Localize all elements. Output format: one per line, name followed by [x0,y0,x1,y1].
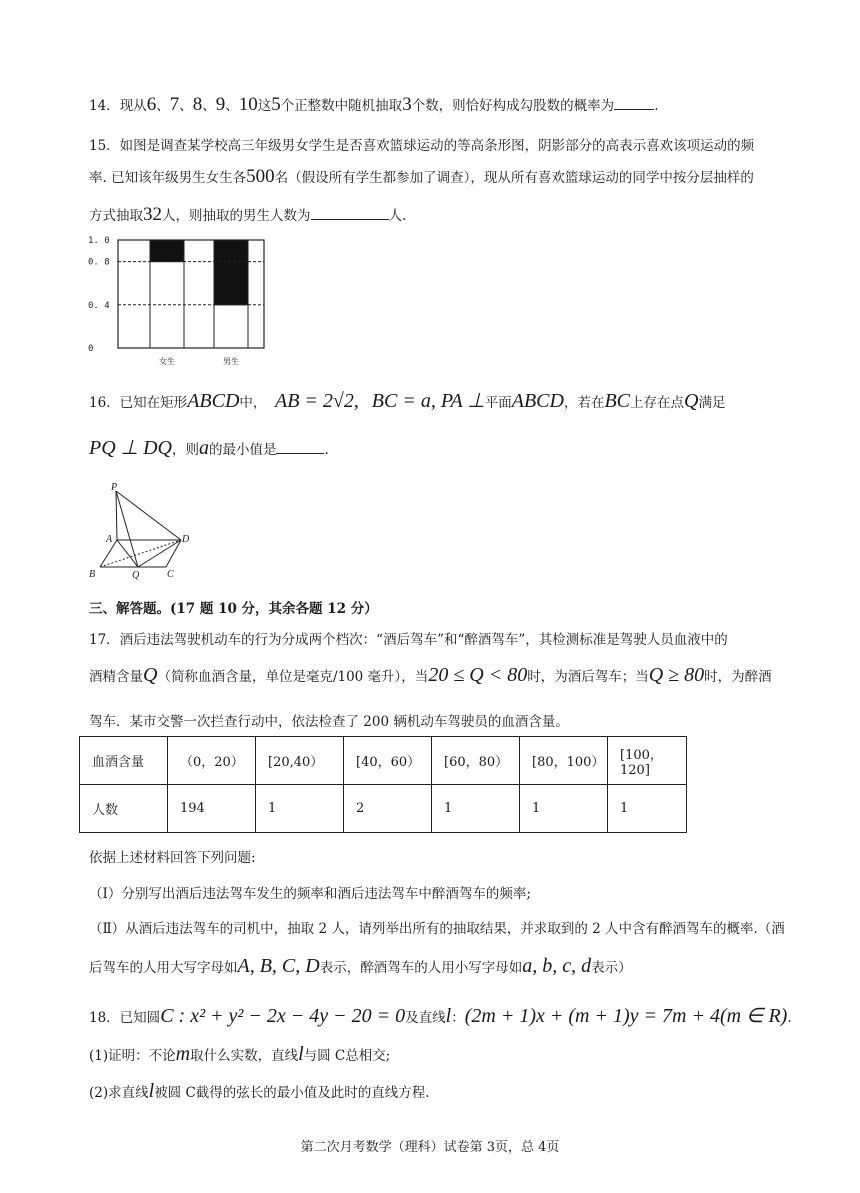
question-15-line3: 方式抽取32人，则抽取的男生人数为 人. [89,204,407,225]
table-cell: （0，20） [168,737,256,785]
answer-blank[interactable] [614,109,654,110]
table-cell: [60，80） [432,737,520,785]
question-17-part2-cont: 后驾车的人用大写字母如A, B, C, D表示，醉酒驾车的人用小写字母如a, b, c, d表示） [89,955,632,977]
stacked-bar-chart [86,232,266,367]
label-D: D [182,534,190,545]
segment-PD [116,491,181,540]
q14-number: 14． [89,98,120,114]
label-A: A [106,534,113,545]
table-cell: [20,40） [256,737,344,785]
label-Q: Q [132,570,140,580]
segment-BD [100,540,181,567]
question-15-line1: 15．如图是调查某学校高三年级男女学生是否喜欢篮球运动的等高条形图，阴影部分的高表示喜欢该项运动的频 [89,138,755,154]
answer-blank[interactable] [311,219,389,220]
table-cell: 血酒含量 [80,737,168,785]
table-cell: [80，100） [520,737,608,785]
table-cell: [40，60） [344,737,432,785]
table-cell: 2 [344,785,432,833]
table-cell: 1 [432,785,520,833]
table-row [80,737,687,785]
question-17-line2: 酒精含量Q（简称血酒含量，单位是毫克/100 毫升），当20 ≤ Q < 80时，为酒后驾车；当Q ≥ 80时，为醉酒 [89,664,772,686]
segment-AQ [117,540,138,567]
page-footer: 第二次月考数学（理科）试卷第 3页，总 4页 [300,1140,560,1155]
x-tick-label: 男生 [223,357,239,366]
y-tick-label: 0. 4 [88,300,110,311]
label-B: B [89,569,96,580]
question-18-line1: 18．已知圆C : x² + y² − 2x − 4y − 20 = 0及直线l：(2m + 1)x + (m + 1)y = 7m + 4(m ∈ R). [89,1005,792,1027]
label-C: C [167,569,174,580]
question-17-after-table: 依据上述材料回答下列问题: [89,850,256,866]
table-cell: 1 [608,785,687,833]
bar-shaded [150,240,184,262]
table-cell: [100，120] [608,737,687,785]
segment-DQ [138,540,181,567]
table-cell: 1 [256,785,344,833]
table-cell: 1 [520,785,608,833]
geometry-figure [86,480,206,580]
question-14: 14．现从6、7、8、9、10这5个正整数中随机抽取3个数，则恰好构成勾股数的概率为 . [89,94,659,115]
label-P: P [111,482,118,493]
question-16-line2: PQ ⊥ DQ，则a的最小值是 . [89,437,329,459]
blood-alcohol-table [79,736,687,833]
segment-PA [116,491,117,540]
question-15-line2: 率. 已知该年级男生女生各500名（假设所有学生都参加了调查），现从所有喜欢篮球运动的同学中按分层抽样的 [89,166,754,187]
table-row [80,785,687,833]
question-18-part1: (1)证明：不论m取什么实数，直线l与圆 C总相交; [89,1043,391,1065]
table-cell: 194 [168,785,256,833]
answer-blank[interactable] [276,453,324,454]
question-17-part1: （Ⅰ）分别写出酒后违法驾车发生的频率和酒后违法驾车中醉酒驾车的频率; [89,886,531,902]
question-18-part2: (2)求直线l被圆 C截得的弦长的最小值及此时的直线方程. [89,1080,430,1102]
question-17-part2: （Ⅱ）从酒后违法驾车的司机中，抽取 2 人，请列举出所有的抽取结果，并求取到的 2 人中含有醉酒驾车的概率.（酒 [89,921,785,937]
section-3-heading: 三、解答题。(17 题 10 分，其余各题 12 分） [89,601,378,617]
question-17-line1: 17．酒后违法驾驶机动车的行为分成两个档次：“酒后驾车”和“醉酒驾车”，其检测标准是驾驶人员血液中的 [89,632,728,648]
table-cell: 人数 [80,785,168,833]
question-17-line3: 驾车．某市交警一次拦查行动中，依法检查了 200 辆机动车驾驶员的血酒含量。 [89,714,569,730]
bar-unshaded [214,305,248,348]
y-tick-label: 0 [88,344,94,354]
x-tick-label: 女生 [159,357,175,366]
y-tick-label: 0. 8 [88,257,110,268]
y-tick-label: 1. 0 [88,236,110,246]
question-16-line1: 16．已知在矩形ABCD中， AB = 2√2, BC = a, PA ⊥平面ABCD，若在BC上存在点Q满足 [89,390,726,412]
bar-shaded [214,240,248,305]
